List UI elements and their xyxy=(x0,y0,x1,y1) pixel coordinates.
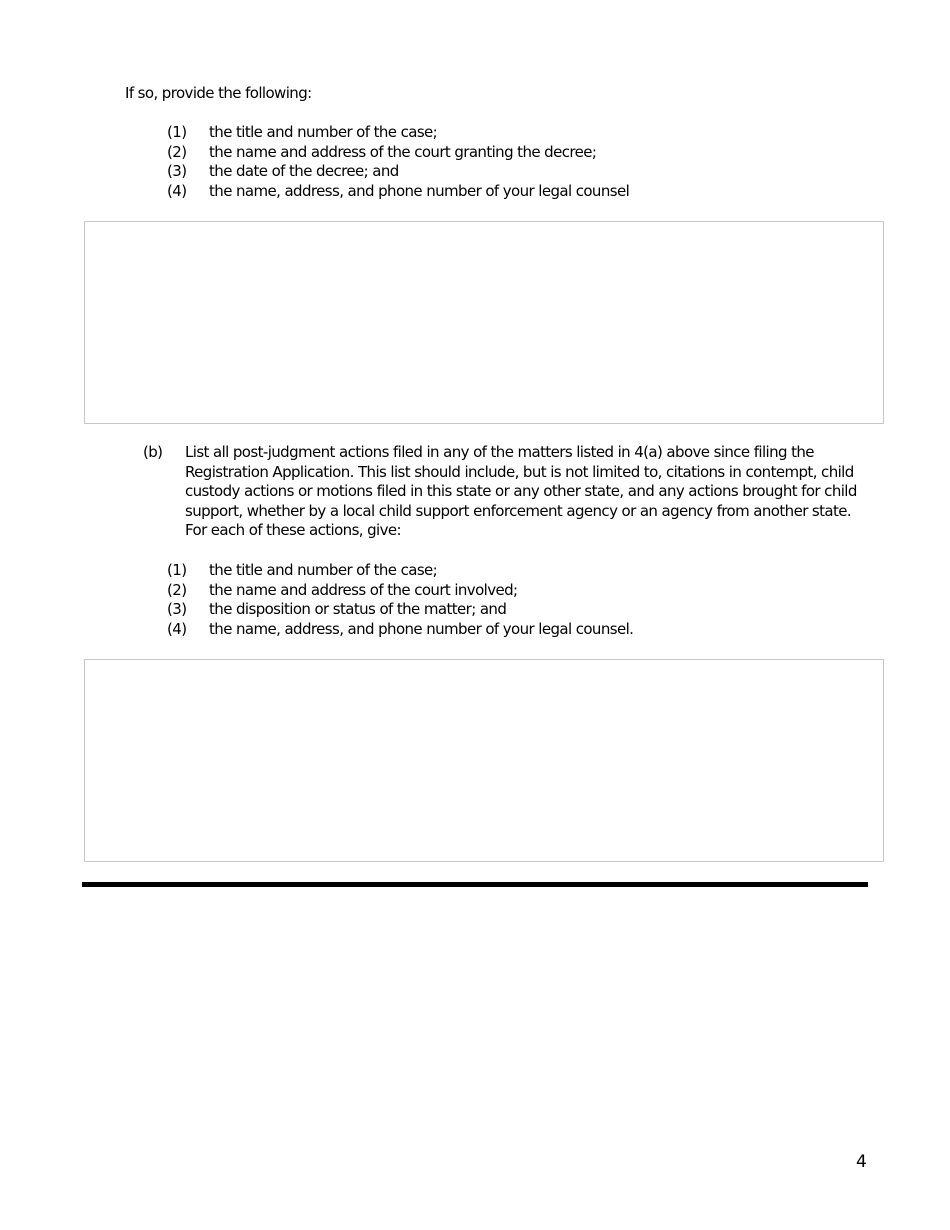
section-a-intro: If so, provide the following: xyxy=(125,84,312,102)
list-item-number: (3) xyxy=(167,162,187,180)
list-item-number: (2) xyxy=(167,142,187,161)
section-b-text: List all post-judgment actions filed in any of the matters listed in 4(a) above since filing the Registration Application. This list should include, but is not limited to, citations in contempt, child custody actions or motions filed in this state or any other state, and any actions brought for child support, whether by a local child support enforcement agency or an agency from another state. For each of these actions, give: xyxy=(185,443,857,539)
list-item xyxy=(167,581,633,601)
list-item-number: (4) xyxy=(167,181,187,200)
section-b-label: (b) xyxy=(143,443,163,461)
list-item xyxy=(167,143,629,163)
list-item-number: (4) xyxy=(167,619,187,638)
list-item xyxy=(167,182,629,202)
list-item-number: (2) xyxy=(167,580,187,599)
list-item-text: the date of the decree; and xyxy=(209,162,399,180)
section-divider xyxy=(82,882,868,887)
list-item-text: the name, address, and phone number of your legal counsel xyxy=(209,181,630,200)
section-b-paragraph xyxy=(143,443,883,541)
section-b-list xyxy=(167,561,633,639)
section-b-answer-box[interactable] xyxy=(84,659,884,862)
list-item-text: the name and address of the court involved; xyxy=(209,580,518,599)
page-number: 4 xyxy=(856,1152,867,1172)
list-item xyxy=(167,162,629,182)
list-item xyxy=(167,620,633,640)
section-a-answer-box[interactable] xyxy=(84,221,884,424)
list-item-text: the title and number of the case; xyxy=(209,123,438,141)
list-item-text: the title and number of the case; xyxy=(209,561,438,579)
section-a-list xyxy=(167,123,629,201)
list-item-number: (1) xyxy=(167,123,187,141)
list-item xyxy=(167,561,633,581)
list-item xyxy=(167,600,633,620)
list-item-number: (3) xyxy=(167,600,187,618)
list-item xyxy=(167,123,629,143)
list-item-text: the name and address of the court granting the decree; xyxy=(209,142,597,161)
list-item-number: (1) xyxy=(167,561,187,579)
list-item-text: the disposition or status of the matter; and xyxy=(209,600,507,618)
list-item-text: the name, address, and phone number of your legal counsel. xyxy=(209,619,634,638)
